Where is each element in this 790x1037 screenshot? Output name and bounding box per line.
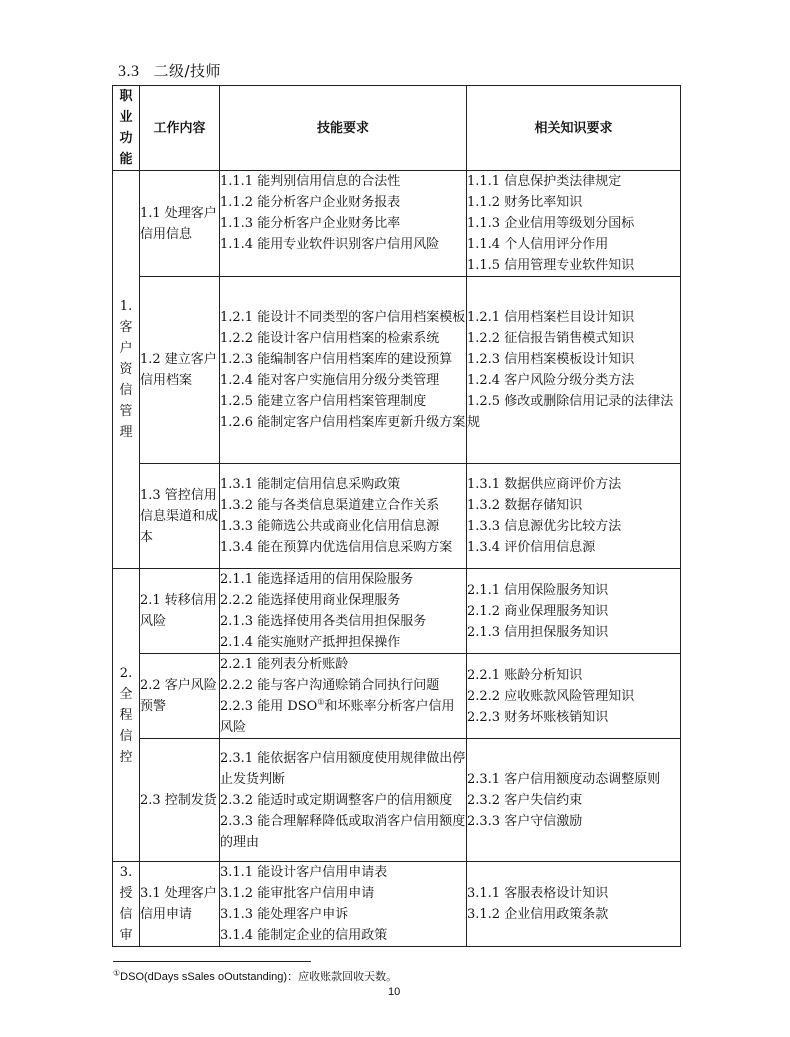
footnote-divider bbox=[113, 961, 311, 962]
table-row bbox=[113, 569, 681, 654]
skill-item: 1.1.3 能分析客户企业财务比率 bbox=[220, 216, 401, 231]
skills-cell bbox=[220, 277, 467, 464]
knowledge-cell bbox=[467, 739, 681, 862]
knowledge-item: 2.1.3 信用担保服务知识 bbox=[467, 624, 609, 640]
knowledge-item: 3.1.2 企业信用政策条款 bbox=[467, 907, 609, 922]
work-content-cell: 2.2 客户风险预警 bbox=[140, 654, 220, 739]
work-content-cell: 1.1 处理客户信用信息 bbox=[140, 171, 220, 277]
knowledge-item: 2.3.2 客户失信约束 bbox=[467, 792, 583, 808]
skill-standard-table bbox=[112, 85, 681, 947]
knowledge-item: 1.2.3 信用档案模板设计知识 bbox=[467, 352, 635, 367]
function-cell: 1.客户资信管理 bbox=[113, 171, 140, 569]
knowledge-item: 1.1.1 信息保护类法律规定 bbox=[467, 174, 622, 189]
header-skills: 技能要求 bbox=[220, 86, 467, 171]
knowledge-item: 1.2.5 修改或删除信用记录的法律法规 bbox=[467, 394, 674, 430]
skill-item: 1.2.4 能对客户实施信用分级分类管理 bbox=[220, 373, 440, 388]
skill-item: 2.3.2 能适时或定期调整客户的信用额度 bbox=[220, 792, 453, 808]
skill-item: 3.1.2 能审批客户信用申请 bbox=[220, 886, 375, 901]
skills-cell bbox=[220, 171, 467, 277]
function-cell: 2.全程信控 bbox=[113, 569, 140, 862]
knowledge-item: 1.2.2 征信报告销售模式知识 bbox=[467, 331, 635, 346]
work-content-cell: 2.1 转移信用风险 bbox=[140, 569, 220, 654]
skills-cell bbox=[220, 654, 467, 739]
knowledge-item: 1.1.4 个人信用评分作用 bbox=[467, 237, 609, 252]
skill-item-dso: 2.2.3 能用 DSO①和坏账率分析客户信用风险 bbox=[220, 697, 455, 735]
knowledge-item: 2.3.3 客户守信激励 bbox=[467, 813, 583, 829]
table-row bbox=[113, 464, 681, 569]
skill-item: 1.3.3 能筛选公共或商业化信用信息源 bbox=[220, 519, 440, 534]
knowledge-cell bbox=[467, 569, 681, 654]
section-heading bbox=[118, 60, 221, 81]
knowledge-item: 2.1.2 商业保理服务知识 bbox=[467, 603, 609, 619]
footnote bbox=[113, 968, 397, 984]
skill-item: 2.2.2 能与客户沟通赊销合同执行问题 bbox=[220, 678, 440, 693]
header-knowledge: 相关知识要求 bbox=[467, 86, 681, 171]
knowledge-item: 1.1.2 财务比率知识 bbox=[467, 195, 583, 210]
table-row bbox=[113, 739, 681, 862]
knowledge-item: 2.2.2 应收账款风险管理知识 bbox=[467, 688, 635, 704]
knowledge-cell bbox=[467, 464, 681, 569]
skill-item: 2.3.3 能合理解释降低或取消客户信用额度的理由 bbox=[220, 813, 466, 850]
skill-item: 1.2.1 能设计不同类型的客户信用档案模板 bbox=[220, 310, 466, 325]
skill-item: 3.1.3 能处理客户申诉 bbox=[220, 907, 349, 922]
knowledge-item: 1.3.1 数据供应商评价方法 bbox=[467, 477, 622, 492]
knowledge-item: 1.3.2 数据存储知识 bbox=[467, 498, 583, 513]
skill-item: 1.2.5 能建立客户信用档案管理制度 bbox=[220, 394, 427, 409]
knowledge-item: 2.2.1 账龄分析知识 bbox=[467, 667, 583, 683]
skill-item: 1.3.1 能制定信用信息采购政策 bbox=[220, 477, 401, 492]
knowledge-cell bbox=[467, 171, 681, 277]
table-row bbox=[113, 654, 681, 739]
skill-item: 2.1.1 能选择适用的信用保险服务 bbox=[220, 572, 414, 587]
table-header-row bbox=[113, 86, 681, 171]
header-function: 职业功能 bbox=[113, 86, 140, 171]
header-work-content: 工作内容 bbox=[140, 86, 220, 171]
skill-item: 2.1.4 能实施财产抵押担保操作 bbox=[220, 635, 401, 650]
function-cell: 3.授信审 bbox=[113, 862, 140, 947]
skill-item: 3.1.4 能制定企业的信用政策 bbox=[220, 928, 388, 943]
skill-item: 2.1.3 能选择使用各类信用担保服务 bbox=[220, 614, 427, 629]
skills-cell bbox=[220, 739, 467, 862]
section-number: 3.3 bbox=[118, 63, 140, 80]
knowledge-cell bbox=[467, 654, 681, 739]
work-content-cell: 2.3 控制发货 bbox=[140, 739, 220, 862]
skill-item: 3.1.1 能设计客户信用申请表 bbox=[220, 865, 388, 880]
skill-item: 1.3.4 能在预算内优选信用信息采购方案 bbox=[220, 540, 453, 555]
knowledge-item: 1.2.4 客户风险分级分类方法 bbox=[467, 373, 635, 388]
skill-item: 1.1.4 能用专业软件识别客户信用风险 bbox=[220, 237, 440, 252]
footnote-mark: ① bbox=[113, 968, 121, 978]
skill-item: 1.1.2 能分析客户企业财务报表 bbox=[220, 195, 401, 210]
knowledge-item: 1.1.5 信用管理专业软件知识 bbox=[467, 258, 635, 273]
footnote-text: DSO(dDays sSales oOutstanding)：应收账款回收天数。 bbox=[120, 971, 398, 983]
knowledge-cell bbox=[467, 862, 681, 947]
skill-item: 1.2.6 能制定客户信用档案库更新升级方案 bbox=[220, 415, 466, 430]
skill-item: 1.1.1 能判别信用信息的合法性 bbox=[220, 174, 401, 189]
knowledge-item: 1.1.3 企业信用等级划分国标 bbox=[467, 216, 635, 231]
skill-item: 2.3.1 能依据客户信用额度使用规律做出停止发货判断 bbox=[220, 750, 466, 787]
knowledge-item: 3.1.1 客服表格设计知识 bbox=[467, 886, 609, 901]
page-number: 10 bbox=[388, 986, 401, 998]
knowledge-cell bbox=[467, 277, 681, 464]
section-title-text: 二级/技师 bbox=[153, 62, 222, 80]
table-row bbox=[113, 277, 681, 464]
skills-cell bbox=[220, 862, 467, 947]
skills-cell bbox=[220, 464, 467, 569]
skill-item: 2.2.2 能选择使用商业保理服务 bbox=[220, 593, 401, 608]
skill-item: 1.2.2 能设计客户信用档案的检索系统 bbox=[220, 331, 440, 346]
work-content-cell: 3.1 处理客户信用申请 bbox=[140, 862, 220, 947]
table-row bbox=[113, 171, 681, 277]
knowledge-item: 2.3.1 客户信用额度动态调整原则 bbox=[467, 771, 661, 787]
knowledge-item: 2.2.3 财务坏账核销知识 bbox=[467, 709, 609, 725]
knowledge-item: 1.3.3 信息源优劣比较方法 bbox=[467, 519, 622, 534]
skill-item: 1.2.3 能编制客户信用档案库的建设预算 bbox=[220, 352, 453, 367]
table-row bbox=[113, 862, 681, 947]
skills-cell bbox=[220, 569, 467, 654]
knowledge-item: 1.2.1 信用档案栏目设计知识 bbox=[467, 310, 635, 325]
footnote-ref[interactable]: ① bbox=[317, 697, 325, 707]
knowledge-item: 1.3.4 评价信用信息源 bbox=[467, 540, 596, 555]
knowledge-item: 2.1.1 信用保险服务知识 bbox=[467, 582, 609, 598]
work-content-cell: 1.2 建立客户信用档案 bbox=[140, 277, 220, 464]
skill-item: 2.2.1 能列表分析账龄 bbox=[220, 657, 349, 672]
skill-item: 1.3.2 能与各类信息渠道建立合作关系 bbox=[220, 498, 440, 513]
work-content-cell: 1.3 管控信用信息渠道和成本 bbox=[140, 464, 220, 569]
